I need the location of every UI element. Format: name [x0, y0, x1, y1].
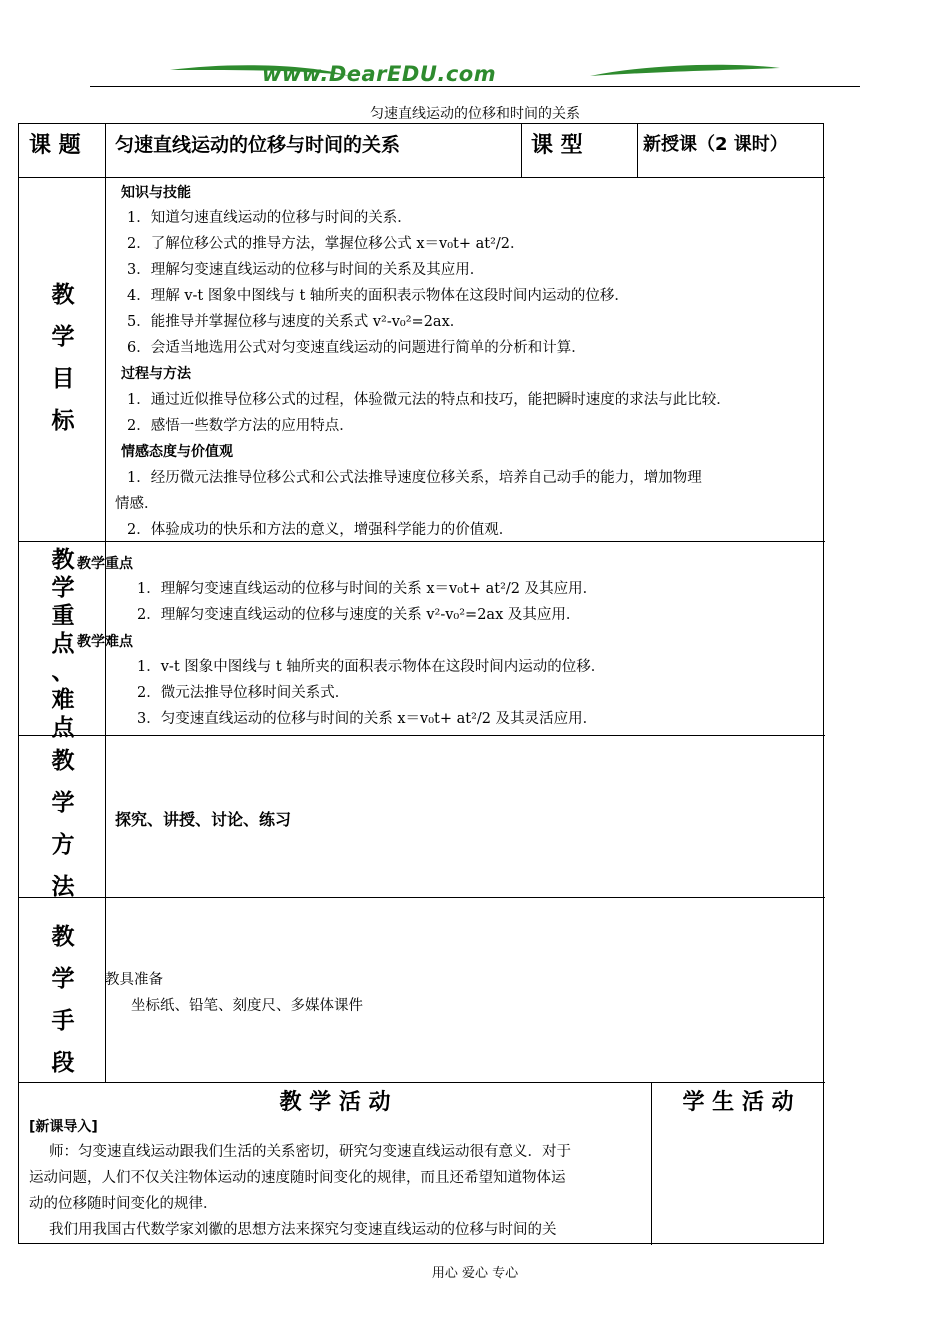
means-text: 坐标纸、铅笔、刻度尺、多媒体课件	[131, 998, 363, 1014]
col-divider	[637, 124, 638, 177]
topic-value: 匀速直线运动的位移与时间的关系	[115, 134, 401, 156]
emotion-title: 情感态度与价值观	[121, 444, 233, 460]
process-item: 1．通过近似推导位移公式的过程，体验微元法的特点和技巧，能把瞬时速度的求法与此比较．	[127, 392, 731, 408]
difficulty-item: 1．v-t 图象中图线与 t 轴所夹的面积表示物体在这段时间内运动的位移．	[137, 659, 606, 675]
student-activity-title: 学 生 活 动	[682, 1090, 794, 1115]
knowledge-item: 4．理解 v-t 图象中图线与 t 轴所夹的面积表示物体在这段时间内运动的位移．	[127, 288, 629, 304]
knowledge-item: 1．知道匀速直线运动的位移与时间的关系．	[127, 210, 412, 226]
section-heading: [新课导入]	[29, 1119, 98, 1135]
emotion-item: 2．体验成功的快乐和方法的意义，增强科学能力的价值观．	[127, 522, 514, 538]
activity-line: 师：匀变速直线运动跟我们生活的关系密切，研究匀变速直线运动很有意义．对于	[49, 1144, 571, 1160]
focus-title: 教学重点	[77, 556, 133, 572]
focus-item: 2．理解匀变速直线运动的位移与速度的关系 v²-v₀²=2ax 及其应用．	[137, 607, 581, 623]
process-item: 2．感悟一些数学方法的应用特点．	[127, 418, 354, 434]
activity-line: 动的位移随时间变化的规律．	[29, 1196, 218, 1212]
process-title: 过程与方法	[121, 366, 191, 382]
emotion-item: 1．经历微元法推导位移公式和公式法推导速度位移关系，培养自己动手的能力，增加物理	[127, 470, 702, 486]
knowledge-item: 5．能推导并掌握位移与速度的关系式 v²-v₀²=2ax．	[127, 314, 465, 330]
knowledge-item: 2．了解位移公式的推导方法，掌握位移公式 x＝v₀t+ at²/2．	[127, 236, 525, 252]
knowledge-title: 知识与技能	[121, 185, 191, 201]
difficulty-item: 2．微元法推导位移时间关系式．	[137, 685, 350, 701]
knowledge-item: 6．会适当地选用公式对匀变速直线运动的问题进行简单的分析和计算．	[127, 340, 586, 356]
lesson-plan-table	[18, 123, 824, 1244]
document-title: 匀速直线运动的位移和时间的关系	[370, 106, 580, 122]
keypoints-label: 教 学 重 点 、 难 点	[51, 547, 75, 741]
row-divider	[19, 1082, 825, 1083]
row-divider	[19, 541, 825, 542]
col-divider	[105, 124, 106, 1082]
means-title: 教具准备	[105, 972, 163, 988]
label-type: 课 型	[531, 133, 583, 158]
row-divider	[19, 897, 825, 898]
row-divider	[19, 177, 825, 178]
difficulty-item: 3．匀变速直线运动的位移与时间的关系 x＝v₀t+ at²/2 及其灵活应用．	[137, 711, 598, 727]
difficulty-title: 教学难点	[77, 634, 133, 650]
knowledge-item: 3．理解匀变速直线运动的位移与时间的关系及其应用．	[127, 262, 485, 278]
header-divider	[90, 86, 860, 87]
focus-item: 1．理解匀变速直线运动的位移与时间的关系 x＝v₀t+ at²/2 及其应用．	[137, 581, 598, 597]
activity-line: 我们用我国古代数学家刘徽的思想方法来探究匀变速直线运动的位移与时间的关	[49, 1222, 557, 1238]
row-divider	[19, 735, 825, 736]
method-label: 教 学 方 法	[51, 748, 75, 900]
teacher-activity-title: 教 学 活 动	[279, 1090, 391, 1115]
col-divider	[521, 124, 522, 177]
goals-label: 教 学 目 标	[51, 282, 75, 434]
logo-text[interactable]: www.DearEDU.com	[262, 62, 497, 86]
activity-line: 运动问题，人们不仅关注物体运动的速度随时间变化的规律，而且还希望知道物体运	[29, 1170, 566, 1186]
page-footer: 用心 爱心 专心	[431, 1266, 519, 1281]
label-topic: 课 题	[29, 133, 81, 158]
means-label: 教 学 手 段	[51, 924, 75, 1076]
type-value: 新授课（2 课时）	[643, 134, 788, 155]
emotion-item: 情感．	[115, 496, 159, 512]
method-text: 探究、讲授、讨论、练习	[115, 810, 292, 829]
